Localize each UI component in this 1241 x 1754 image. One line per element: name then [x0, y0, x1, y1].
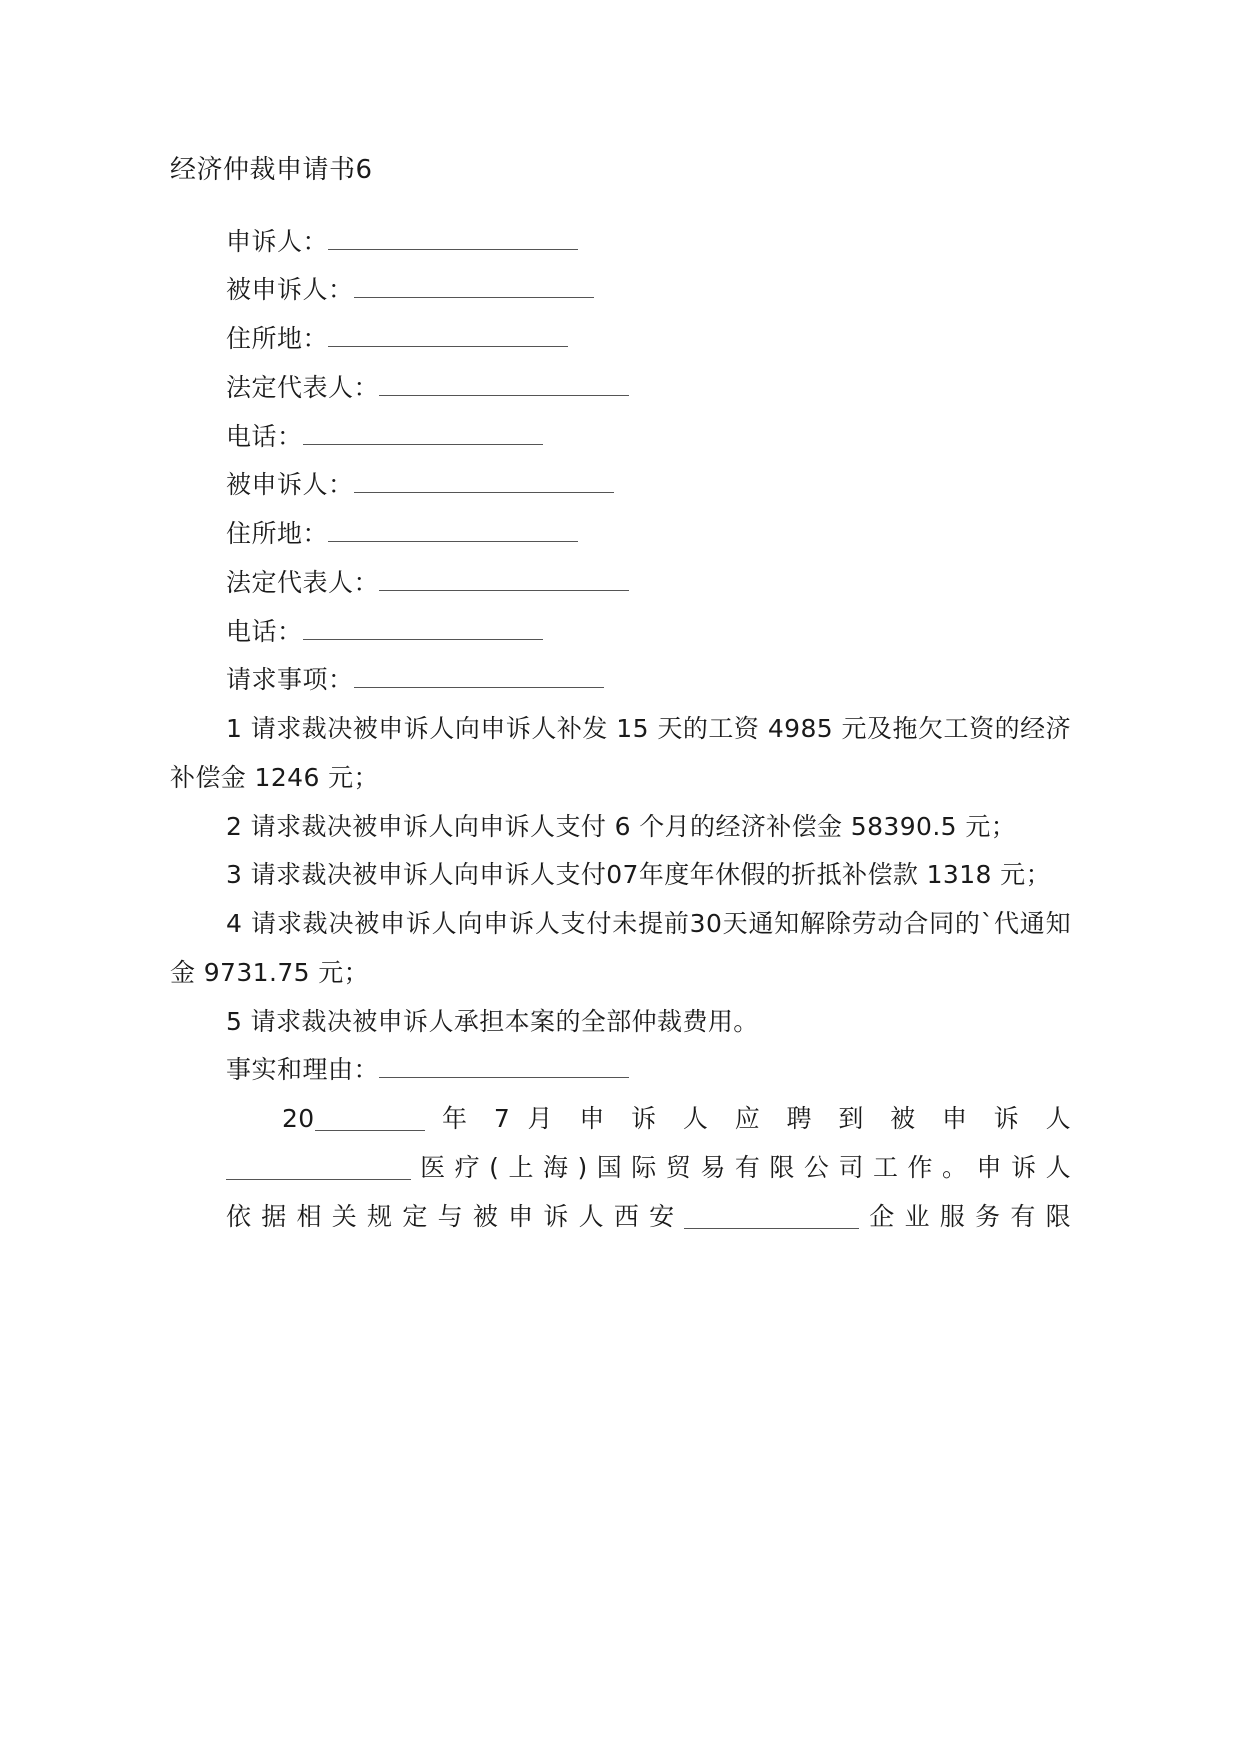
- field-label: 法定代表人：: [226, 567, 380, 597]
- facts-year-blank[interactable]: [315, 1107, 425, 1131]
- field-label: 申诉人：: [226, 226, 329, 256]
- field-label: 住所地：: [226, 324, 329, 354]
- field-row-address-2: [170, 510, 1071, 559]
- facts-line-1: [170, 1095, 1071, 1144]
- field-blank[interactable]: [328, 517, 578, 542]
- field-row-phone-2: [170, 608, 1071, 657]
- field-label: 电话：: [226, 616, 303, 646]
- field-label: 法定代表人：: [226, 372, 380, 402]
- facts-line-2-text: 医疗(上海)国际贸易有限公司工作。申诉人: [411, 1152, 1071, 1182]
- field-label: 被申诉人：: [226, 470, 354, 500]
- facts-line-3: [170, 1193, 1071, 1242]
- field-label: 被申诉人：: [226, 275, 354, 305]
- field-row-legal-rep-1: [170, 364, 1071, 413]
- facts-line-1-text: 年 7 月 申 诉 人 应 聘 到 被 申 诉 人: [442, 1104, 1071, 1134]
- field-row-respondent-2: [170, 461, 1071, 510]
- claim-item: 2 请求裁决被申诉人向申诉人支付 6 个月的经济补偿金 58390.5 元；: [226, 811, 1017, 841]
- facts-year-prefix: 20: [282, 1104, 315, 1134]
- field-blank[interactable]: [303, 420, 543, 445]
- field-blank[interactable]: [328, 225, 578, 250]
- field-blank[interactable]: [354, 468, 614, 493]
- claim-item: 4 请求裁决被申诉人向申诉人支付未提前30天通知解除劳动合同的`代通知金 9731.75 元；: [170, 909, 1071, 987]
- field-label: 事实和理由：: [226, 1055, 380, 1085]
- claim-item: 3 请求裁决被申诉人向申诉人支付07年度年休假的折抵补偿款 1318 元；: [226, 860, 1051, 890]
- claim-item: 1 请求裁决被申诉人向申诉人补发 15 天的工资 4985 元及拖欠工资的经济补偿金 1246 元；: [170, 714, 1071, 792]
- field-label: 住所地：: [226, 519, 329, 549]
- facts-line-3-text: 企业服务有限: [859, 1201, 1071, 1231]
- field-row-legal-rep-2: [170, 559, 1071, 608]
- facts-paragraph: [170, 1095, 1071, 1241]
- field-row-address-1: [170, 315, 1071, 364]
- page-title: 经济仲裁申请书6: [170, 155, 373, 185]
- facts-company-blank[interactable]: [226, 1156, 411, 1180]
- field-row-applicant: [170, 218, 1071, 267]
- field-row-phone-1: [170, 413, 1071, 462]
- facts-line-3-prefix: 依据相关规定与被申诉人西安: [226, 1201, 685, 1231]
- field-blank[interactable]: [303, 615, 543, 640]
- field-blank[interactable]: [354, 273, 594, 298]
- field-blank[interactable]: [379, 371, 629, 396]
- field-label: 请求事项：: [226, 665, 354, 695]
- field-blank[interactable]: [379, 1053, 629, 1078]
- field-row-facts: [170, 1046, 1071, 1095]
- claim-item: 5 请求裁决被申诉人承担本案的全部仲裁费用。: [226, 1006, 759, 1036]
- field-row-respondent-1: [170, 266, 1071, 315]
- facts-line-2: [170, 1144, 1071, 1193]
- field-blank[interactable]: [328, 322, 568, 347]
- facts-service-blank[interactable]: [684, 1205, 859, 1229]
- field-row-claims: [170, 656, 1071, 705]
- field-blank[interactable]: [379, 566, 629, 591]
- field-blank[interactable]: [354, 663, 604, 688]
- field-label: 电话：: [226, 421, 303, 451]
